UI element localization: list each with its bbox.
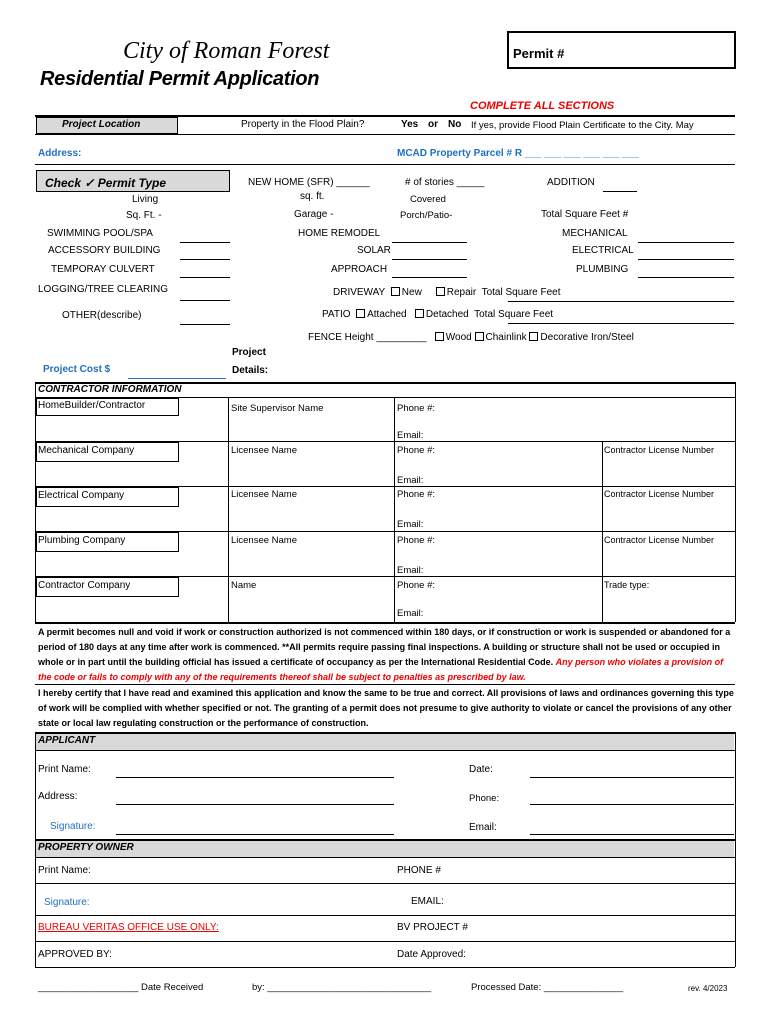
email-label: Email: [397,608,424,619]
approach-blank[interactable] [392,277,467,278]
driveway-repair-label: Repair [446,287,477,298]
supervisor-name-label: Site Supervisor Name [231,403,324,414]
section-rule [35,622,735,624]
driveway-new-checkbox[interactable] [391,287,400,296]
patio-row [322,309,553,320]
email-label: Email: [397,519,424,530]
fence-chainlink-label: Chainlink [485,332,527,343]
phone-label: Phone #: [397,535,436,546]
patio-detached-label: Detached [425,309,469,320]
received-by-label[interactable]: by: _______________________________ [252,982,432,993]
driveway-repair-checkbox[interactable] [436,287,445,296]
driveway-sqft-blank[interactable] [508,301,734,302]
home-remodel-label: HOME REMODEL [298,228,381,239]
section-border-left [35,732,36,967]
driveway-label: DRIVEWAY [333,287,386,298]
electrical-label: ELECTRICAL [572,245,634,256]
driveway-new-label: New [401,287,422,298]
license-label: Contractor License Number [604,489,715,499]
owner-header: PROPERTY OWNER [38,842,134,853]
owner-phone-label: PHONE # [397,865,441,876]
total-sqft-hash-label: Total Square Feet # [541,209,629,220]
living-sqft-label: Sq. Ft. - [126,210,162,221]
applicant-email-field[interactable] [530,834,734,835]
sqft-label: sq. ft. [300,191,325,202]
row-rule [35,164,735,165]
accessory-building-label: ACCESSORY BUILDING [48,245,161,256]
approved-by-label: APPROVED BY: [38,949,112,960]
covered-label: Covered [410,194,446,205]
flood-question: Property in the Flood Plain? [241,119,365,130]
email-label: Email: [397,430,424,441]
addition-label[interactable]: ADDITION [547,177,595,188]
flood-certificate-note: If yes, provide Flood Plain Certificate to the City. May [471,120,694,131]
fence-height-label[interactable]: FENCE Height _________ [308,332,427,343]
approach-label: APPROACH [331,264,388,275]
swimming-pool-label: SWIMMING POOL/SPA [47,228,153,239]
project-cost-blank[interactable] [128,378,226,379]
fence-decorative-label: Decorative Iron/Steel [540,332,634,343]
license-label: Contractor License Number [604,535,715,545]
notice-warning: Any person who violates a provision of the code or fails to comply with any of the requirements thereof shall be subject to penalties as prescribed by law. [38,657,724,682]
company-label: Contractor Company [38,580,131,591]
patio-label: PATIO [322,309,351,320]
home-remodel-blank[interactable] [392,242,467,243]
plumbing-label: PLUMBING [576,264,629,275]
logging-label: LOGGING/TREE CLEARING [38,284,169,295]
email-label: Email: [397,475,424,486]
patio-attached-label: Attached [367,309,407,320]
applicant-signature-field[interactable] [116,834,394,835]
row-rule [35,857,735,858]
fence-chainlink-checkbox[interactable] [475,332,484,341]
flood-no-option[interactable]: No [448,119,462,130]
certify-paragraph: I hereby certify that I have read and examined this application and know the same to be true and correct. All provisions of laws and ordinances governing this type of work will be complied with whether specified or not. The granting of a permit does not presume to give authority to violate or cancel the provisions of any other state or local law regulating construction or the performance of construction. [38,688,734,728]
other-label: OTHER(describe) [62,310,142,321]
company-label: Electrical Company [38,490,125,501]
driveway-total-sqft-label: Total Square Feet [481,287,561,298]
email-label: Email: [397,565,424,576]
trade-type-label: Trade type: [604,580,650,590]
applicant-name-field[interactable] [116,777,394,778]
check-label: Check [45,176,82,190]
company-label: HomeBuilder/Contractor [38,400,146,411]
city-name: City of Roman Forest [123,38,330,64]
applicant-header: APPLICANT [38,735,96,746]
complete-all-note: COMPLETE ALL SECTIONS [470,100,615,112]
plumbing-blank[interactable] [638,277,734,278]
accessory-building-blank[interactable] [180,259,230,260]
row-rule [35,941,735,942]
contractor-header: CONTRACTOR INFORMATION [38,384,182,395]
owner-print-name-label: Print Name: [38,865,91,876]
patio-detached-checkbox[interactable] [415,309,424,318]
table-border-right [735,382,736,622]
licensee-name-label: Licensee Name [231,445,298,456]
electrical-blank[interactable] [638,259,734,260]
notice-paragraph [38,625,734,685]
form-title: Residential Permit Application [40,68,320,90]
solar-label: SOLAR [357,245,391,256]
owner-header-bar [36,841,734,857]
name-label: Name [231,580,257,591]
driveway-row [333,287,561,298]
applicant-date-field[interactable] [530,777,734,778]
culvert-blank[interactable] [180,277,230,278]
revision-label: rev. 4/2023 [688,984,728,993]
porch-label: Porch/Patio- [400,210,453,221]
licensee-name-label: Licensee Name [231,535,298,546]
table-col-rule [394,397,395,622]
applicant-header-bar [36,734,734,750]
project-details-label-1: Project [232,347,266,358]
patio-total-sqft-label: Total Square Feet [474,309,554,320]
living-label: Living [132,194,159,205]
mechanical-blank[interactable] [638,242,734,243]
section-border-right [735,732,736,967]
row-rule [35,750,735,751]
phone-label: Phone #: [397,489,436,500]
fence-wood-checkbox[interactable] [435,332,444,341]
applicant-address-field[interactable] [116,804,394,805]
bureau-veritas-label: BUREAU VERITAS OFFICE USE ONLY: [38,922,219,933]
addition-blank[interactable] [603,191,637,192]
solar-blank[interactable] [392,259,467,260]
table-col-rule [228,397,229,622]
owner-email-label: EMAIL: [411,896,444,907]
owner-signature-label: Signature: [44,897,90,908]
date-received-label[interactable]: ___________________ Date Received [38,982,204,993]
flood-yes-option[interactable]: Yes [401,119,419,130]
address-label: Address: [38,148,82,159]
fence-row [308,332,634,343]
project-location-label: Project Location [62,119,141,130]
applicant-address-label: Address: [38,791,78,802]
licensee-name-label: Licensee Name [231,489,298,500]
logging-blank[interactable] [180,300,230,301]
applicant-print-name-label: Print Name: [38,764,91,775]
patio-attached-checkbox[interactable] [356,309,365,318]
row-rule [35,915,735,916]
date-approved-label: Date Approved: [397,949,466,960]
flood-or: or [428,119,438,130]
permit-number-field[interactable] [507,31,736,69]
fence-wood-label: Wood [445,332,472,343]
phone-label: Phone #: [397,403,436,414]
swimming-pool-blank[interactable] [180,242,230,243]
row-rule [35,684,735,685]
notice-text: A permit becomes null and void if work or construction authorized is not commenced within 180 days, or if construction or work is suspended or abandoned for a period of 180 days at any time after work is commenced. **All permits require passing final inspections. A building or structure shall not be used or occupied in whole or in part until the building official has issued a certificate of occupancy as per the International Residential Code. [38,627,731,667]
row-rule [35,883,735,884]
phone-label: Phone #: [397,445,436,456]
other-blank[interactable] [180,324,230,325]
company-label: Plumbing Company [38,535,126,546]
applicant-phone-field[interactable] [530,804,734,805]
applicant-phone-label: Phone: [469,793,500,804]
stories-label[interactable]: # of stories _____ [405,177,485,188]
permit-number-label: Permit # [513,46,565,61]
project-cost-label: Project Cost $ [43,364,111,375]
fence-decorative-checkbox[interactable] [529,332,538,341]
processed-date-label[interactable]: Processed Date: _______________ [471,982,624,993]
garage-label: Garage - [294,209,334,220]
project-details-label-2: Details: [232,365,269,376]
license-label: Contractor License Number [604,445,715,455]
row-rule [35,134,735,135]
permit-type-title [45,176,166,190]
applicant-email-label: Email: [469,822,497,833]
mcad-parcel-label[interactable]: MCAD Property Parcel # R ___ ___ ___ ___ ___ ___ [397,148,639,159]
company-label: Mechanical Company [38,445,135,456]
applicant-date-label: Date: [469,764,493,775]
patio-sqft-blank[interactable] [508,323,734,324]
temporary-culvert-label: TEMPORAY CULVERT [51,264,155,275]
phone-label: Phone #: [397,580,436,591]
new-home-label[interactable]: NEW HOME (SFR) ______ [248,177,370,188]
mechanical-label: MECHANICAL [562,228,628,239]
bv-project-label: BV PROJECT # [397,922,468,933]
applicant-signature-label: Signature: [50,821,96,832]
permit-type-label: Permit Type [97,176,167,190]
row-rule [35,967,735,968]
check-mark-icon: ✓ [84,176,95,190]
